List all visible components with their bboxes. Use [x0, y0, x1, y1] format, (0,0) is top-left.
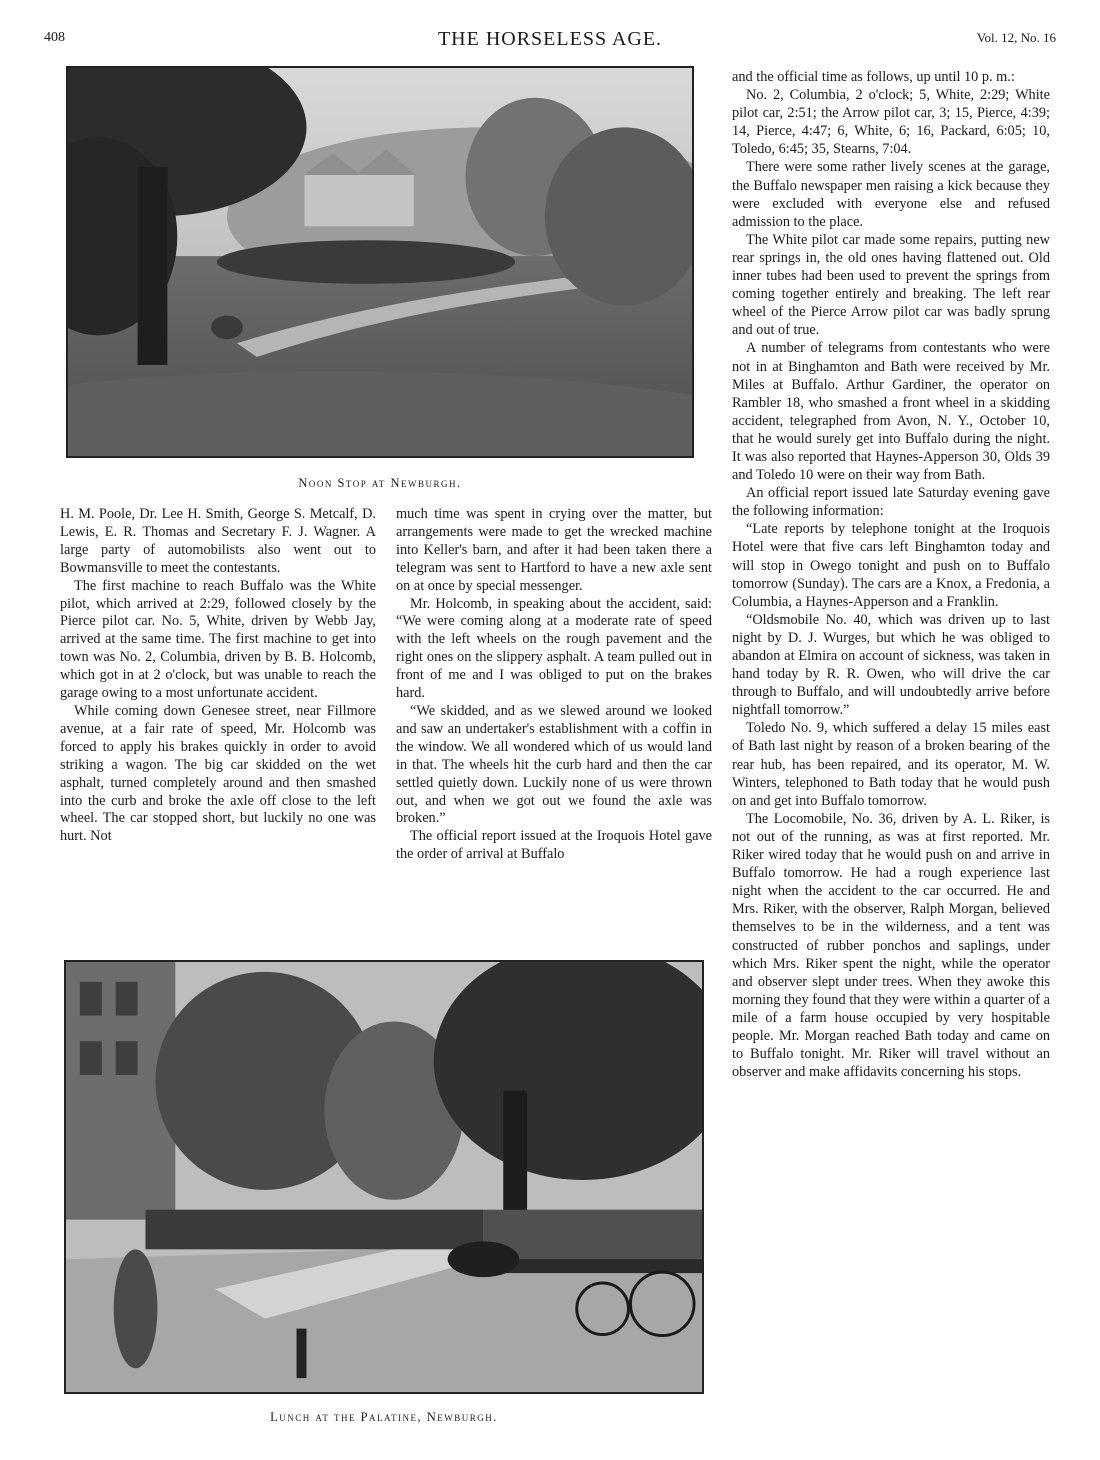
paragraph: The White pilot car made some repairs, putting new rear springs in, the old ones having flattened out. Old inner tubes had been used to prevent the springs from coming together entirely and breaking. The left rear wheel of the Pierce Arrow pilot car was badly sprung and out of true. — [732, 231, 1050, 339]
paragraph: The official report issued at the Iroquois Hotel gave the order of arrival at Buffalo — [396, 828, 712, 863]
paragraph: There were some rather lively scenes at the garage, the Buffalo newspaper men raising a kick because they were excluded with everyone else and refused admission to the place. — [732, 159, 1050, 230]
page-number: 408 — [44, 30, 65, 45]
volume-issue: Vol. 12, No. 16 — [976, 30, 1056, 45]
paragraph: The first machine to reach Buffalo was the White pilot, which arrived at 2:29, followed closely by the Pierce pilot car. No. 5, White, driven by Webb Jay, arrived at the same time. The first machine to get into town was No. 2, Columbia, driven by B. B. Holcomb, which got in at 2 o'clock, but was unable to reach the garage owing to a most unfortunate accident. — [60, 577, 376, 702]
paragraph: Toledo No. 9, which suffered a delay 15 miles east of Bath last night by reason of a broken bearing of the rear hub, has been repaired, and its operator, M. W. Winters, telephoned to Bath today that he would push on and get into Buffalo tomorrow. — [732, 720, 1050, 809]
paragraph: “Late reports by telephone tonight at the Iroquois Hotel were that five cars left Binghamton today and will stop in Owego tonight and push on to Buffalo tomorrow (Sunday). The cars are a Knox, a Fredonia, a Columbia, a Haynes-Apperson and a Franklin. — [732, 521, 1050, 610]
photo-noon-stop-image — [68, 68, 692, 456]
photo-caption-bottom: Lunch at the Palatine, Newburgh. — [270, 1410, 498, 1424]
column-right — [732, 68, 1050, 1081]
photo-noon-stop — [66, 66, 694, 458]
journal-title: THE HORSELESS AGE. — [437, 28, 663, 50]
column-left — [60, 506, 376, 846]
paragraph: No. 2, Columbia, 2 o'clock; 5, White, 2:29; White pilot car, 2:51; the Arrow pilot car, 3; 15, Pierce, 4:39; 14, Pierce, 4:47; 6, White, 6; 16, Packard, 6:05; 10, Toledo, 6:45; 35, Stearns, 7:04. — [732, 87, 1050, 158]
paragraph: “We skidded, and as we slewed around we looked and saw an undertaker's establishment with a coffin in the window. We all wondered which of us would land in that. The wheels hit the curb hard and then the car settled quietly down. Luckily none of us were thrown out, and when we got out we found the axle was broken.” — [396, 702, 712, 827]
photo-lunch-palatine — [64, 960, 704, 1394]
column-middle — [396, 506, 712, 864]
paragraph: An official report issued late Saturday evening gave the following information: — [732, 485, 1050, 520]
paragraph: While coming down Genesee street, near Fillmore avenue, at a fair rate of speed, Mr. Holcomb was forced to apply his brakes quickly in order to avoid striking a wagon. The big car skidded on the wet asphalt, turned completely around and then smashed into the curb and broke the axle off close to the left wheel. The car stopped short, but luckily no one was hurt. Not — [60, 702, 376, 845]
paragraph: Mr. Holcomb, in speaking about the accident, said: “We were coming along at a moderate rate of speed with the left wheels on the rough pavement and the right ones on the slippery asphalt. A team pulled out in front of me and I was obliged to put on the brakes hard. — [396, 595, 712, 702]
paragraph: A number of telegrams from contestants who were not in at Binghamton and Bath were received by Mr. Miles at Buffalo. Arthur Gardiner, the operator on Rambler 18, who smashed a front wheel in a skidding accident, telegraphed from Avon, N. Y., October 10, that he would surely get into Buffalo during the night. It was also reported that Haynes-Apperson 30, Olds 39 and Toledo 10 were on their way from Bath. — [732, 340, 1050, 484]
paragraph: and the official time as follows, up until 10 p. m.: — [732, 69, 1015, 85]
paragraph: H. M. Poole, Dr. Lee H. Smith, George S. Metcalf, D. Lewis, E. R. Thomas and Secretary F. J. Wagner. A large party of automobilists also went out to Bowmansville to meet the contestants. — [60, 506, 376, 576]
photo-lunch-palatine-image — [66, 962, 702, 1392]
photo-caption-top: Noon Stop at Newburgh. — [298, 476, 462, 490]
paragraph: “Oldsmobile No. 40, which was driven up to last night by D. J. Wurges, but which he was obliged to abandon at Elmira on account of sickness, was taken in hand today by R. R. Owen, who will drive the car through to Buffalo, and will undoubtedly arrive before nightfall tomorrow.” — [732, 611, 1050, 719]
paragraph: much time was spent in crying over the matter, but arrangements were made to get the wrecked machine into Keller's barn, and after it had been taken there a telegram was sent to Hartford to have a new axle sent on at once by special messenger. — [396, 506, 712, 594]
paragraph: The Locomobile, No. 36, driven by A. L. Riker, is not out of the running, as was at first reported. Mr. Riker wired today that he would push on and arrive in Buffalo tomorrow. He had a rough experience last night when the accident to the car occurred. He and Mrs. Riker, with the observer, Ralph Morgan, believed themselves to be in the wilderness, and a tent was constructed of rubber ponchos and saplings, under which Mrs. Riker spent the night, while the operator and observer slept under trees. When they awoke this morning they found that they were within a quarter of a mile of a farm house occupied by very hospitable people. Mr. Morgan reached Bath today and came on to Buffalo tonight. Mr. Riker will travel without an observer and make affidavits concerning his stops. — [732, 810, 1050, 1081]
page-header — [44, 28, 1056, 52]
